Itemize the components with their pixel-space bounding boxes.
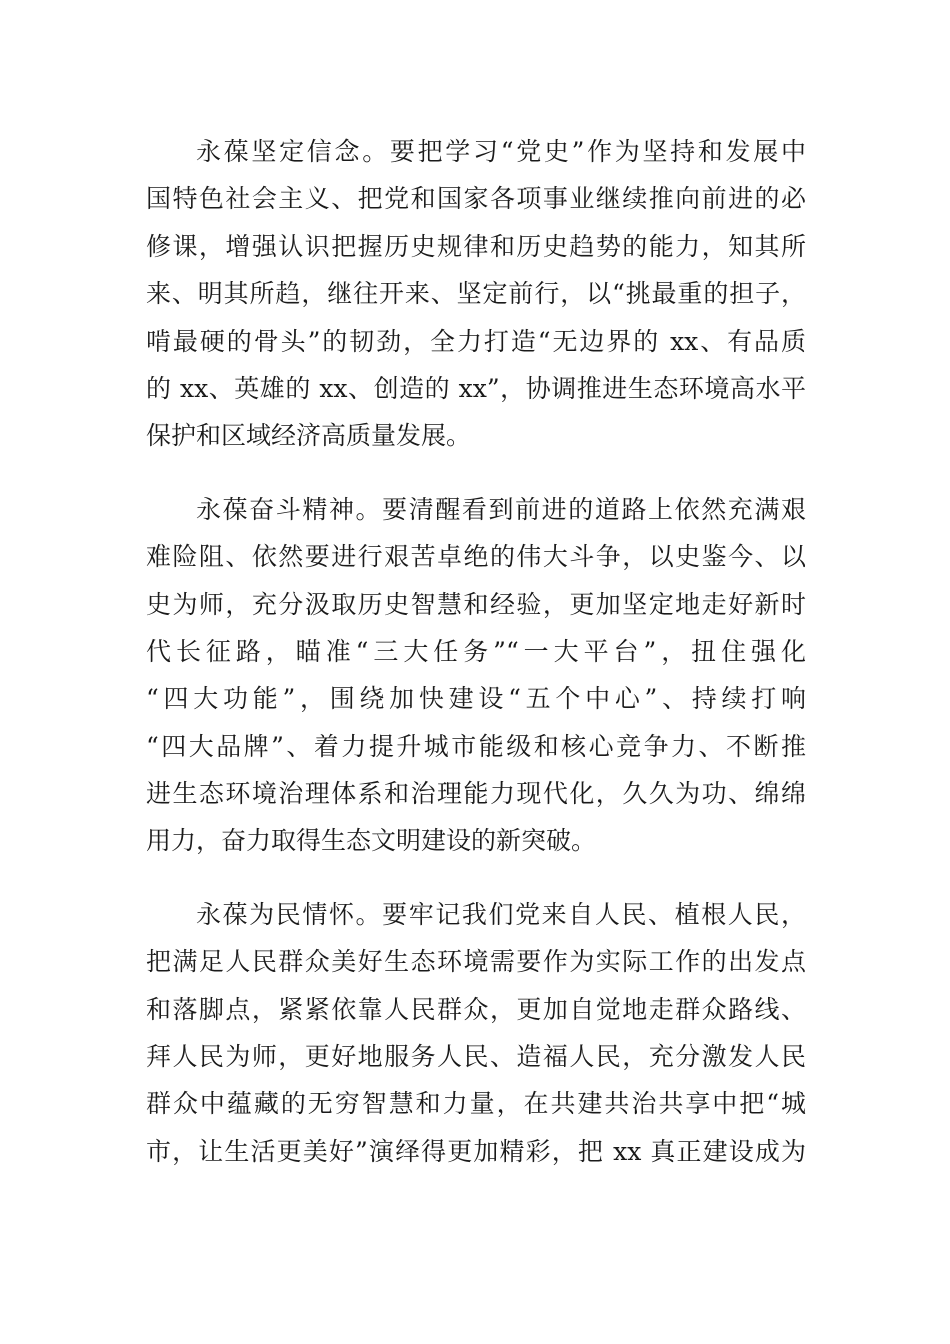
text-line: 史为师，充分汲取历史智慧和经验，更加坚定地走好新时 (146, 589, 806, 619)
text-line: 啃最硬的骨头”的韧劲，全力打造“无边界的 xx、有品质 (146, 326, 806, 356)
text-line: 修课，增强认识把握历史规律和历史趋势的能力，知其所 (146, 231, 806, 261)
text-line: 国特色社会主义、把党和国家各项事业继续推向前进的必 (146, 184, 806, 214)
text-line: “四大功能”，围绕加快建设“五个中心”、持续打响 (146, 684, 806, 714)
text-line: 的 xx、英雄的 xx、创造的 xx”，协调推进生态环境高水平 (146, 373, 806, 403)
text-line: 永葆为民情怀。要牢记我们党来自人民、植根人民， (196, 899, 806, 929)
text-line: 拜人民为师，更好地服务人民、造福人民，充分激发人民 (146, 1042, 806, 1072)
text-line: 来、明其所趋，继往开来、坚定前行，以“挑最重的担子， (146, 279, 806, 309)
document-page (146, 128, 806, 1201)
paragraph-struggle-spirit (146, 486, 806, 865)
text-line: 难险阻、依然要进行艰苦卓绝的伟大斗争，以史鉴今、以 (146, 542, 806, 572)
text-line: 永葆坚定信念。要把学习“党史”作为坚持和发展中 (196, 137, 806, 166)
paragraph-people-sentiment (146, 891, 806, 1175)
text-line: 用力，奋力取得生态文明建设的新突破。 (146, 826, 597, 856)
text-line: “四大品牌”、着力提升城市能级和核心竞争力、不断推 (146, 731, 806, 761)
text-line: 把满足人民群众美好生态环境需要作为实际工作的出发点 (146, 947, 806, 977)
text-line: 代长征路，瞄准“三大任务”“一大平台”，扭住强化 (146, 636, 806, 666)
text-line: 永葆奋斗精神。要清醒看到前进的道路上依然充满艰 (196, 494, 806, 524)
text-line: 群众中蕴藏的无穷智慧和力量，在共建共治共享中把“城 (146, 1089, 806, 1119)
text-line: 和落脚点，紧紧依靠人民群众，更加自觉地走群众路线、 (146, 994, 806, 1024)
text-line: 市，让生活更美好”演绎得更加精彩，把 xx 真正建设成为 (146, 1136, 806, 1166)
paragraph-firm-belief (146, 128, 806, 460)
text-line: 保护和区域经济高质量发展。 (146, 421, 472, 451)
text-line: 进生态环境治理体系和治理能力现代化，久久为功、绵绵 (146, 779, 806, 809)
